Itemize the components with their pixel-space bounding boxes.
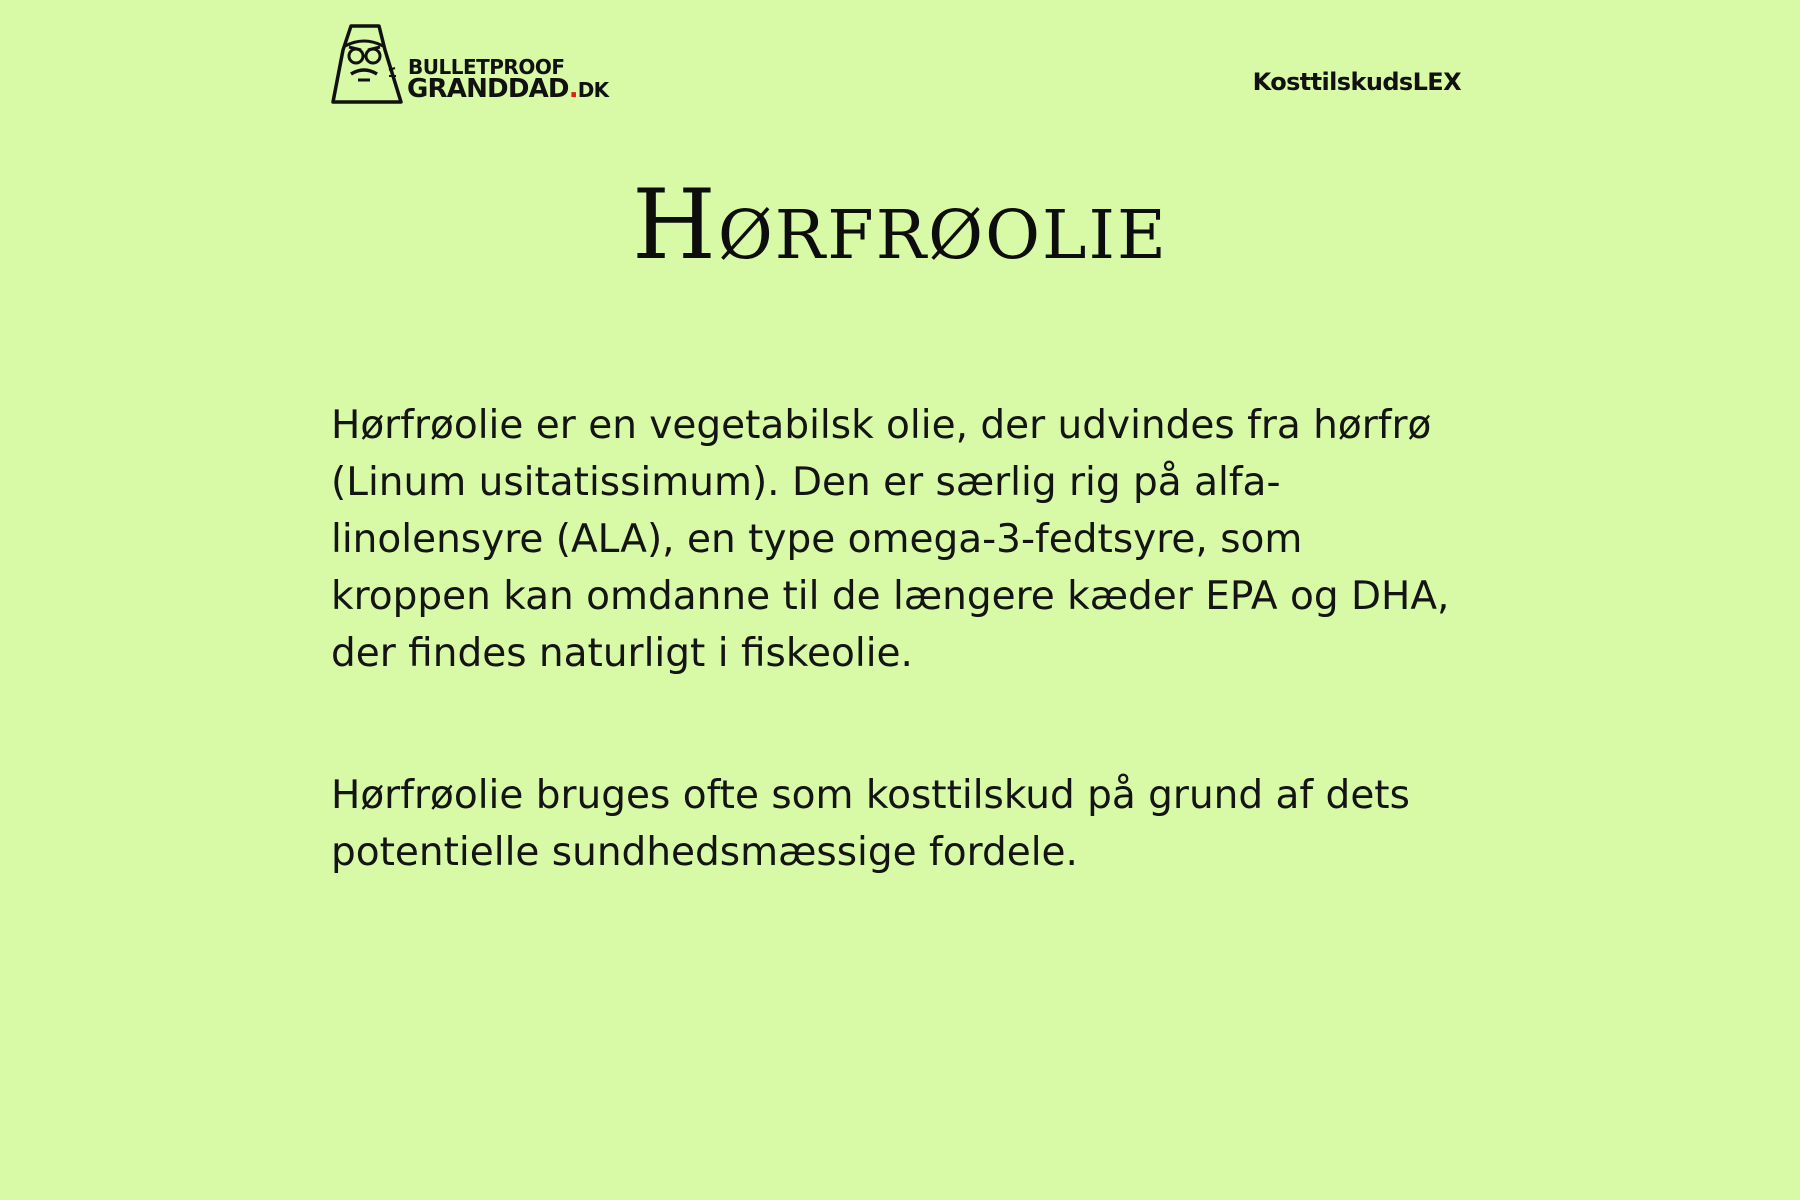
kosttilskudslex-link[interactable]: KosttilskudsLEX (1252, 68, 1461, 96)
logo-red-dot: . (568, 74, 578, 104)
logo-text-bulletproof: BULLETPROOF (408, 55, 565, 79)
logo-text-granddad (407, 76, 608, 103)
article-body (331, 397, 1451, 881)
article-paragraph: Hørfrøolie bruges ofte som kosttilskud på grund af dets potentielle sundhedsmæssige fordele. (331, 773, 1410, 875)
granddad-logo-icon (331, 22, 411, 106)
page-title: Hørfrøolie (632, 169, 1168, 281)
site-header (331, 22, 1461, 106)
logo-text-granddad-main: GRANDDAD (407, 74, 569, 104)
article-paragraph: Hørfrøolie er en vegetabilsk olie, der udvindes fra hørfrø (Linum usitatissimum). Den er særlig rig på alfa-linolensyre (ALA), en type omega-3-fedtsyre, som kroppen kan omdanne til de længere kæder EPA og DHA, der findes naturligt i fiskeolie. (331, 403, 1450, 676)
logo-text-dk: DK (577, 78, 609, 102)
site-logo[interactable] (331, 22, 631, 106)
